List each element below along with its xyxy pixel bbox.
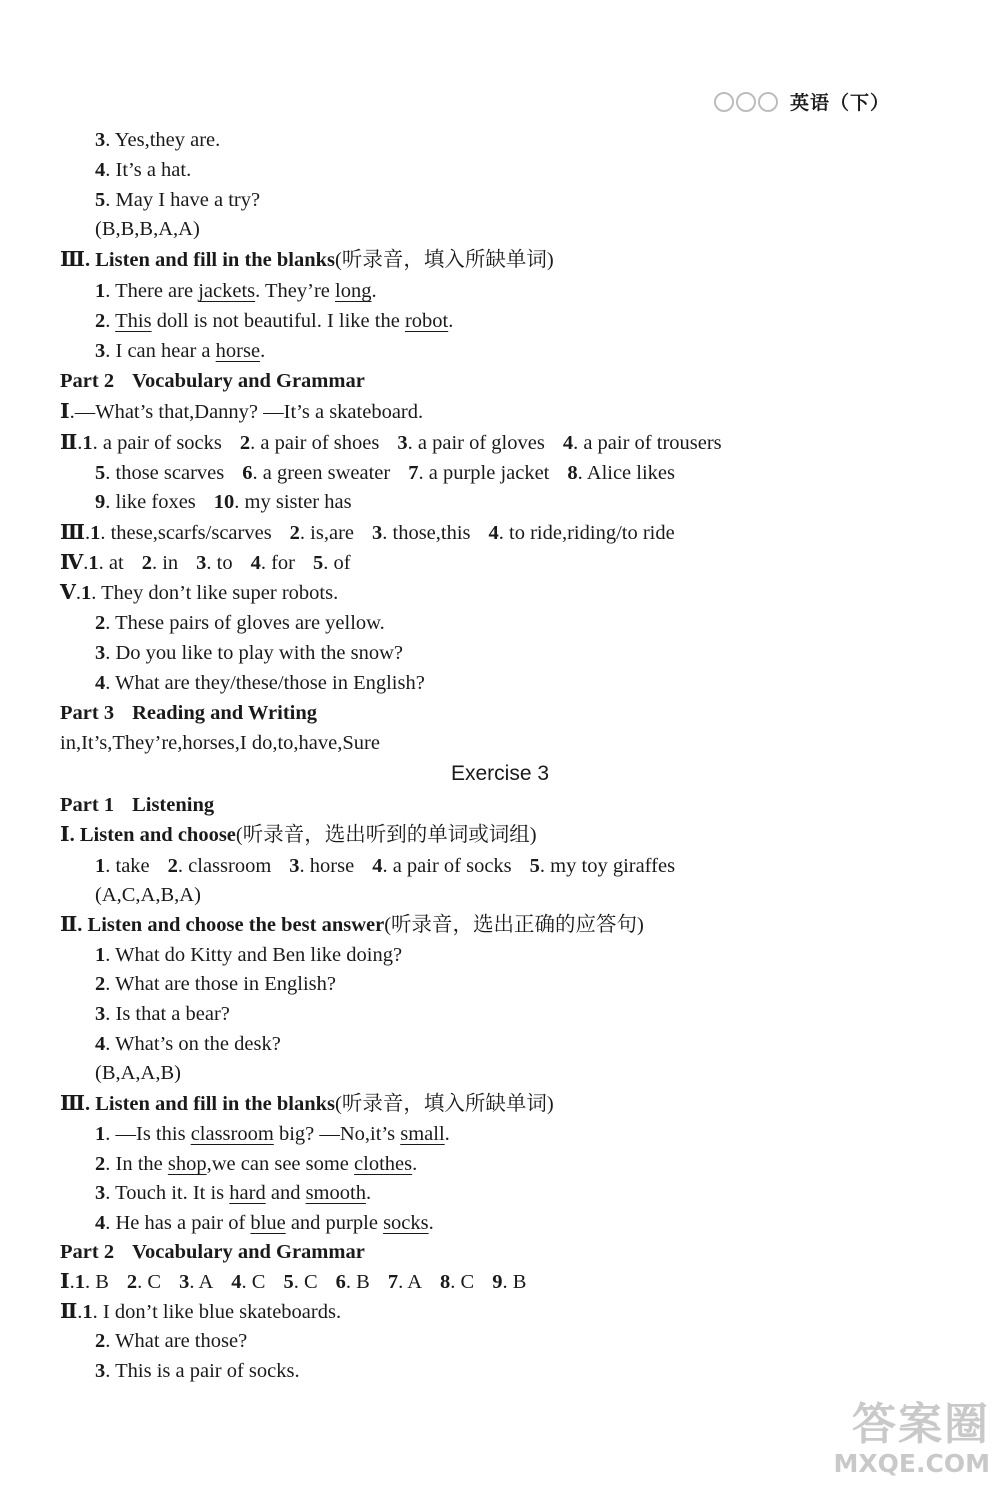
section-heading: Ⅲ. Listen and fill in the blanks(听录音，填入所缺单词) [60, 249, 554, 271]
text-line: 2. What are those? [95, 1330, 248, 1352]
text-line: 3. This is a pair of socks. [95, 1360, 300, 1382]
text-line: in,It’s,They’re,horses,I do,to,have,Sure [60, 732, 380, 754]
watermark-url: MXQE.COM [833, 1449, 990, 1478]
text-line: 3. Touch it. It is hard and smooth. [95, 1182, 372, 1204]
text-line: 9. like foxes 10. my sister has [95, 491, 352, 513]
watermark-logo: 答案圈 [852, 1399, 990, 1450]
text-line: (B,B,B,A,A) [95, 218, 200, 240]
text-line: Ⅴ.1. They don’t like super robots. [60, 582, 339, 604]
page-header [712, 86, 932, 120]
text-line: Ⅰ.—What’s that,Danny? —It’s a skateboard. [60, 401, 424, 423]
text-line: 4. What are they/these/those in English? [95, 672, 425, 694]
text-line: (A,C,A,B,A) [95, 884, 201, 906]
text-line: Ⅱ.1. I don’t like blue skateboards. [60, 1301, 342, 1323]
text-line: Ⅲ.1. these,scarfs/scarves 2. is,are 3. those,this 4. to ride,riding/to ride [60, 522, 675, 544]
section-heading: Ⅲ. Listen and fill in the blanks(听录音，填入所缺单词) [60, 1093, 554, 1115]
text-line: 3. Yes,they are. [95, 129, 221, 151]
watermark [795, 1400, 990, 1480]
text-line: 4. It’s a hat. [95, 159, 192, 181]
text-line: Ⅱ.1. a pair of socks 2. a pair of shoes 3. a pair of gloves 4. a pair of trousers [60, 432, 722, 454]
text-line: (B,A,A,B) [95, 1062, 181, 1084]
exercise-title: Exercise 3 [450, 762, 550, 785]
section-heading: Ⅰ. Listen and choose(听录音，选出听到的单词或词组) [60, 824, 537, 846]
part-heading: Part 2 Vocabulary and Grammar [60, 1241, 365, 1263]
text-line: 5. May I have a try? [95, 189, 261, 211]
part-heading: Part 2 Vocabulary and Grammar [60, 370, 365, 392]
text-line: 3. I can hear a horse. [95, 340, 266, 362]
part-heading: Part 1 Listening [60, 794, 215, 816]
section-heading: Ⅱ. Listen and choose the best answer(听录音，选出正确的应答句) [60, 914, 644, 936]
text-line: 2. This doll is not beautiful. I like the robot. [95, 310, 454, 332]
text-line: Ⅳ.1. at 2. in 3. to 4. for 5. of [60, 552, 351, 574]
text-line: 2. In the shop,we can see some clothes. [95, 1153, 418, 1175]
book-title: 英语（下） [790, 92, 891, 114]
text-line: 2. These pairs of gloves are yellow. [95, 612, 385, 634]
text-line: 4. He has a pair of blue and purple socks. [95, 1212, 434, 1234]
text-line: 3. Is that a bear? [95, 1003, 230, 1025]
header-decoration [712, 90, 784, 114]
part-heading: Part 3 Reading and Writing [60, 702, 318, 724]
text-line: 3. Do you like to play with the snow? [95, 642, 404, 664]
text-line: 1. —Is this classroom big? —No,it’s small. [95, 1123, 450, 1145]
text-line: 1. What do Kitty and Ben like doing? [95, 944, 403, 966]
text-line: 1. take 2. classroom 3. horse 4. a pair of socks 5. my toy giraffes [95, 855, 676, 877]
text-line: 5. those scarves 6. a green sweater 7. a purple jacket 8. Alice likes [95, 462, 675, 484]
text-line: 2. What are those in English? [95, 973, 337, 995]
text-line: Ⅰ.1. B 2. C 3. A 4. C 5. C 6. B 7. A 8. C 9. B [60, 1271, 527, 1293]
text-line: 1. There are jackets. They’re long. [95, 280, 377, 302]
text-line: 4. What’s on the desk? [95, 1033, 281, 1055]
